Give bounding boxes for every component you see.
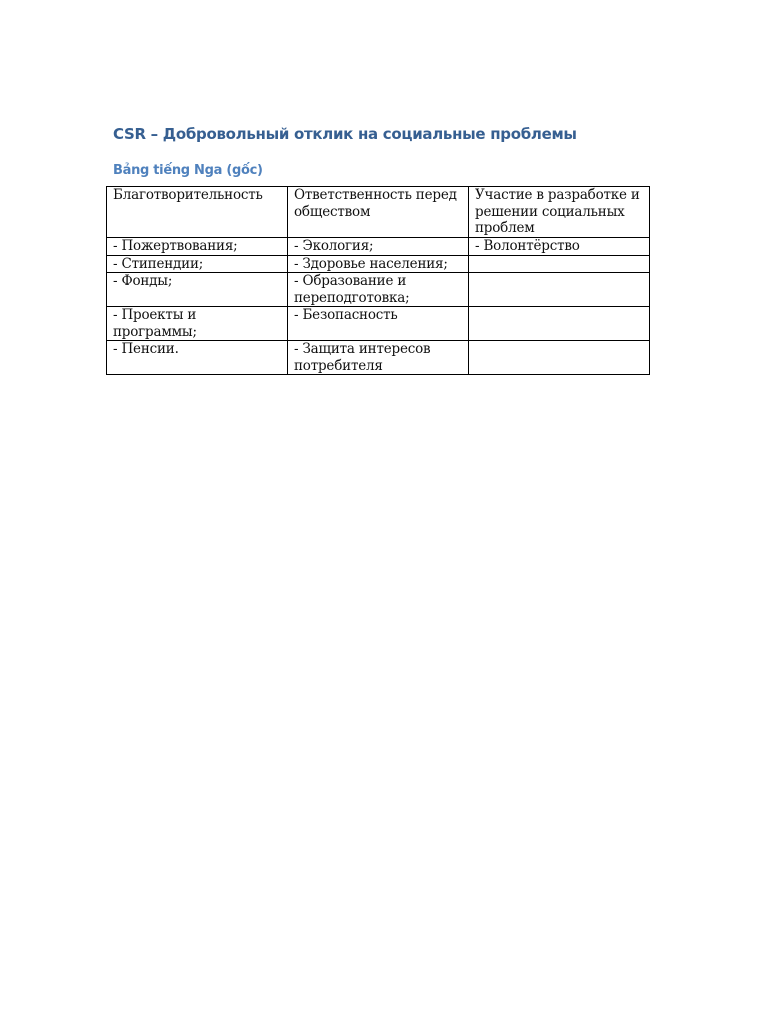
table-row [107,238,650,256]
table-cell [107,273,288,307]
document-title: CSR – Добровольный отклик на социальные проблемы [113,125,577,143]
table-cell [107,255,288,273]
cell-text: - Образование и переподготовка; [294,273,410,306]
cell-text: - Проекты и программы; [113,307,197,340]
table-cell [288,307,469,341]
table-cell [288,273,469,307]
header-text: Участие в разработке и решении социальных проблем [475,187,640,236]
cell-text: - Стипендии; [113,255,204,272]
table-row [107,341,650,375]
table-cell [469,273,650,307]
table-cell [107,238,288,256]
table-row [107,307,650,341]
table-cell [288,255,469,273]
table-header-row [107,187,650,238]
header-text: Благотворительность [113,187,263,203]
cell-text: - Пожертвования; [113,238,238,254]
header-text: Ответственность перед обществом [294,187,457,220]
cell-text: - Защита интересов потребителя [294,341,431,374]
table-cell [469,307,650,341]
table-cell [469,255,650,273]
cell-text: - Безопасность [294,307,398,323]
table-cell [469,238,650,256]
header-cell-responsibility [288,187,469,238]
table-cell [288,238,469,256]
table-cell [107,307,288,341]
cell-text: - Здоровье населения; [294,255,448,272]
csr-table [106,186,650,375]
table-cell [107,341,288,375]
header-cell-charity [107,187,288,238]
cell-text: - Волонтёрство [475,238,580,254]
table-cell [469,341,650,375]
table-row [107,273,650,307]
cell-text: - Фонды; [113,273,173,289]
header-cell-participation [469,187,650,238]
cell-text: - Экология; [294,238,374,254]
table-row [107,255,650,273]
cell-text: - Пенсии. [113,341,179,357]
table-cell [288,341,469,375]
table-caption: Bảng tiếng Nga (gốc) [113,163,263,178]
